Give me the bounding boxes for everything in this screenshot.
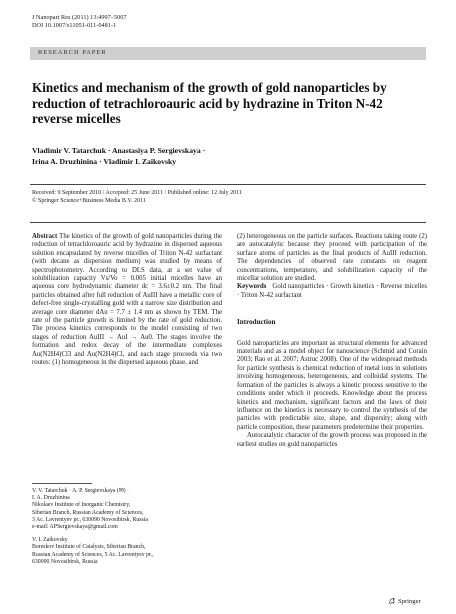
divider-bottom	[30, 222, 426, 223]
abstract	[32, 233, 222, 368]
affiliation-line: I. A. Druzhinina	[32, 495, 70, 502]
publisher-name: Springer	[398, 597, 421, 605]
publication-dates	[32, 189, 424, 205]
affiliation-line: Boreskov Institute of Catalysis, Siberian Branch,	[32, 544, 146, 551]
affiliation-line: V. V. Tatarchuk · A. P. Sergievskaya (✉) ·	[32, 488, 129, 494]
affiliation-line: Russian Academy of Sciences, 5 Ac. Lavrentyev pr.,	[32, 551, 154, 558]
keywords-label: Keywords	[237, 283, 267, 291]
publisher-footer	[388, 597, 421, 605]
abstract-continuation: (2) heterogeneous on the particle surfaces. Reactions taking route (2) are autocatalytic because they proceed with participation of the surface atoms of particles as the final products of AuIII reduction. The dependencies of observed rate constants on reagent concentrations, temperature, and solubilization capacity of the micellar solution are studied.	[237, 233, 427, 283]
abstract-text: The kinetics of the growth of gold nanoparticles during the reduction of tetrachloroauric acid by hydrazine in dispersed aqueous solution encapsulated by reverse micelles of Triton N-42 surfactant (with decane as dispersion medium) was studied by means of spectrophotometry. According to DLS data, at a set value of solubilization capacity Vs/Vo = 0.005 initial micelles have an aqueous core hydrodynamic diameter dc = 3.6±0.2 nm. The final particles obtained after full reduction of AuIII have a metallic core of defect-free single-crystalling gold with a narrow size distribution and average core diameter dAu = 7.7 ± 1.4 nm as shown by TEM. The rate of the particle growth is limited by the rate of gold reduction. The process kinetics corresponds to the model consisting of two stages of reduction AuIII → AuI → Au0. The stages involve the formation and redox decay of the intermediate complexes Au(N2H4)Cl3 and Au(N2H4)Cl, and each stage proceeds via two routes: (1) homogeneous in the dispersed aqueous phase, and	[32, 233, 222, 367]
email-link[interactable]: e-mail: APSergievskaya@gmail.com	[32, 524, 118, 531]
dates-line: Received: 9 September 2010 / Accepted: 25 June 2011 / Published online: 12 July 2011	[32, 190, 242, 196]
abstract-label: Abstract	[32, 233, 58, 240]
authors-line-2: Irina A. Druzhinina · Vladimir I. Zaikovsky	[32, 157, 177, 166]
author-list	[32, 145, 422, 167]
article-type-band	[30, 47, 426, 60]
paper-title: Kinetics and mechanism of the growth of gold nanoparticles by reduction of tetrachloroauric acid by hydrazine in Triton N-42 reverse micelles	[32, 80, 387, 126]
affiliation-line: 3 Ac. Lavrentyev pr., 630090 Novosibirsk, Russia	[32, 516, 148, 523]
affiliation-block-2	[32, 537, 222, 566]
affiliation-line: 630090 Novosibirsk, Russia	[32, 558, 98, 565]
affiliation-line: Siberian Branch, Russian Academy of Sciences,	[32, 509, 144, 516]
springer-horse-icon	[388, 597, 396, 605]
journal-citation: J Nanopart Res (2011) 13:4997–5007	[32, 14, 127, 21]
footnote-rule	[32, 483, 92, 484]
intro-paragraph-2: Autocatalytic character of the growth process was proposed in the earliest studies on gold nanoparticles	[237, 432, 427, 448]
affiliation-block-1	[32, 488, 222, 531]
journal-header	[32, 14, 127, 30]
section-heading-introduction: Introduction	[237, 318, 276, 327]
keywords	[237, 283, 427, 300]
divider-top	[30, 184, 426, 185]
keywords-text: Gold nanoparticles · Growth kinetics · Reverse micelles · Triton N-42 surfactant	[237, 283, 427, 299]
authors-line-1: Vladimir V. Tatarchuk · Anastasiya P. Sergievskaya ·	[32, 146, 206, 155]
intro-paragraph-1: Gold nanoparticles are important as structural elements for advanced materials and as a model object for nanoscience (Schmid and Corain 2003; Rao et al. 2007; Astruc 2008). One of the widespread methods for particle synthesis is chemical reduction of metal ions in solutions involving homogeneous, heterogeneous, and colloidal systems. The formation of the particles is always a kinetic process sensitive to the conditions under which it proceeds. Knowledge about the process kinetics and mechanism, significant factors and the laws of their influence on the kinetics is necessary to control the synthesis of the particles with predictable size, shape, and dispersity; along with particle composition, these parameters predetermine their properties.	[237, 339, 427, 431]
right-column	[237, 233, 427, 449]
affiliation-line: V. I. Zaikovsky	[32, 537, 68, 544]
left-column	[32, 233, 222, 368]
affiliations	[32, 488, 222, 572]
doi: DOI 10.1007/s11051-011-0481-1	[32, 22, 117, 29]
affiliation-line: Nikolaev Institute of Inorganic Chemistry,	[32, 502, 131, 509]
copyright-line: © Springer Science+Business Media B.V. 2011	[32, 198, 146, 204]
article-type: RESEARCH PAPER	[38, 49, 107, 56]
